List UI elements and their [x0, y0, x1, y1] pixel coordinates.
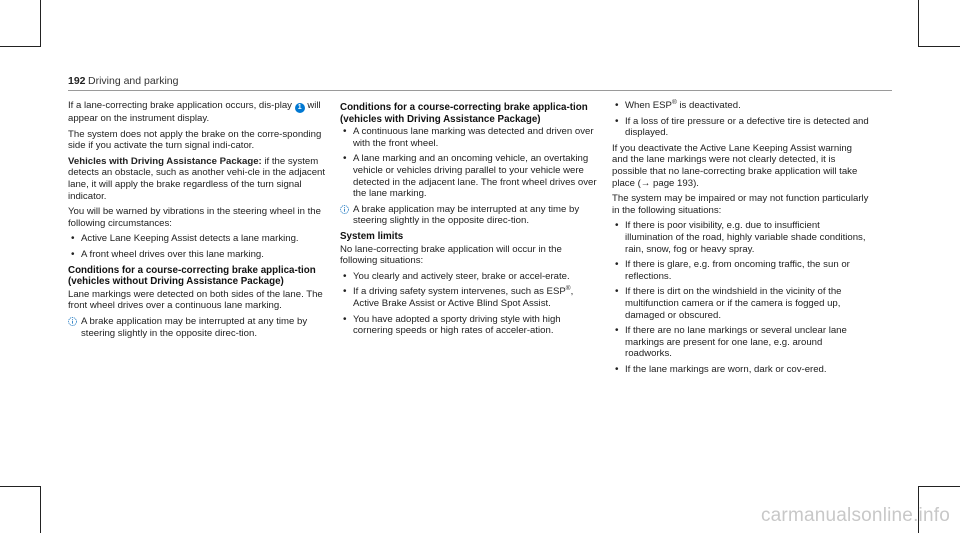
list-item: • If there is dirt on the windshield in the vicinity of the multifunction camera or if the camera is fogged up, damaged or obscured.: [612, 286, 870, 321]
text-column-3: [612, 100, 870, 379]
list-item: • If the lane markings are worn, dark or cov-ered.: [612, 364, 870, 376]
page-number: 192: [68, 75, 86, 87]
crop-mark-bottom-left-v: [40, 486, 41, 533]
list-item: • Active Lane Keeping Assist detects a lane marking.: [68, 233, 326, 245]
crop-mark-top-right-h: [918, 46, 960, 47]
list-item: • If there is glare, e.g. from oncoming traffic, the sun or reflections.: [612, 259, 870, 282]
section-heading: Conditions for a course-correcting brake applica-tion (vehicles without Driving Assistance Package): [68, 264, 316, 288]
note-text: A brake application may be interrupted at any time by steering slightly in the opposite direc-tion.: [353, 203, 580, 227]
list-item: • If a driving safety system intervenes, such as ESP®, Active Brake Assist or Active Blind Spot Assist.: [340, 286, 598, 309]
list-item: • You clearly and actively steer, brake or accel-erate.: [340, 271, 598, 283]
section-heading: Conditions for a course-correcting brake applica-tion (vehicles with Driving Assistance Package): [340, 102, 588, 125]
list-item: • You have adopted a sporty driving style with high cornering speeds or high rates of acceler-ation.: [340, 314, 598, 337]
list-item: • If there are no lane markings or several unclear lane markings are present for one lane, e.g. around roadworks.: [612, 325, 870, 360]
crop-mark-top-left-v: [40, 0, 41, 46]
paragraph-deactivate: If you deactivate the Active Lane Keeping Assist warning and the lane markings were not clearly detected, it is possible that no lane-correcting brake application will take place (→ page 193).: [612, 142, 858, 189]
paragraph-intro: If a lane-correcting brake application occurs, dis-play 1 will appear on the instrument display.: [68, 100, 321, 124]
paragraph-lane-markings: Lane markings were detected on both sides of the lane. The front wheel drives over a continuous lane marking.: [68, 288, 323, 312]
text-column-2: [340, 100, 598, 341]
paragraph-vehicles-with-package: Vehicles with Driving Assistance Package: if the system detects an obstacle, such as another vehi-cle in the adjacent lane, it will apply the brake regardless of the turn signal indicator.: [68, 155, 326, 202]
page-header: [0, 72, 960, 92]
note: [340, 204, 598, 227]
running-title: Driving and parking: [88, 75, 179, 87]
crop-mark-bottom-left-h: [0, 486, 41, 487]
list-item: • A lane marking and an oncoming vehicle, an overtaking vehicle or vehicles driving parallel to your vehicle were detected in the adjacent lane. The front wheel drives over the lane marking.: [340, 153, 598, 199]
text-column-1: [68, 100, 326, 343]
crop-mark-bottom-right-h: [918, 486, 960, 487]
list-item: • A continuous lane marking was detected and driven over with the front wheel.: [340, 126, 598, 149]
info-note-icon: [340, 205, 349, 214]
list-item: • If a loss of tire pressure or a defective tire is detected and displayed.: [612, 116, 870, 139]
paragraph-impaired: The system may be impaired or may not function particularly in the following situations:: [612, 193, 869, 216]
paragraph-warned: You will be warned by vibrations in the steering wheel in the following circumstances:: [68, 206, 321, 229]
paragraph-system: The system does not apply the brake on the corre-sponding side if you activate the turn signal indi-cator.: [68, 128, 322, 152]
list-item: • A front wheel drives over this lane marking.: [68, 249, 326, 261]
list-item: • If there is poor visibility, e.g. due to insufficient illumination of the road, highly variable shade conditions, rain, snow, fog or heavy spray.: [612, 220, 870, 255]
crop-mark-top-right-v: [918, 0, 919, 46]
crop-mark-top-left-h: [0, 46, 41, 47]
bullet-list: [340, 271, 598, 337]
section-heading-system-limits: System limits: [340, 230, 404, 242]
note-text: A brake application may be interrupted at any time by steering slightly in the opposite direc-tion.: [81, 315, 308, 339]
paragraph-limits: No lane-correcting brake application will occur in the following situations:: [340, 243, 562, 267]
bullet-list: [340, 126, 598, 200]
bullet-list: [612, 220, 870, 375]
header-rule: [68, 90, 892, 91]
bullet-list: [68, 233, 326, 260]
callout-1-icon: 1: [295, 103, 305, 113]
list-item: • When ESP® is deactivated.: [612, 100, 870, 112]
bullet-list: [612, 100, 870, 139]
watermark: carmanualsonline.info: [760, 505, 950, 526]
note: [68, 316, 326, 339]
info-note-icon: [68, 317, 77, 326]
